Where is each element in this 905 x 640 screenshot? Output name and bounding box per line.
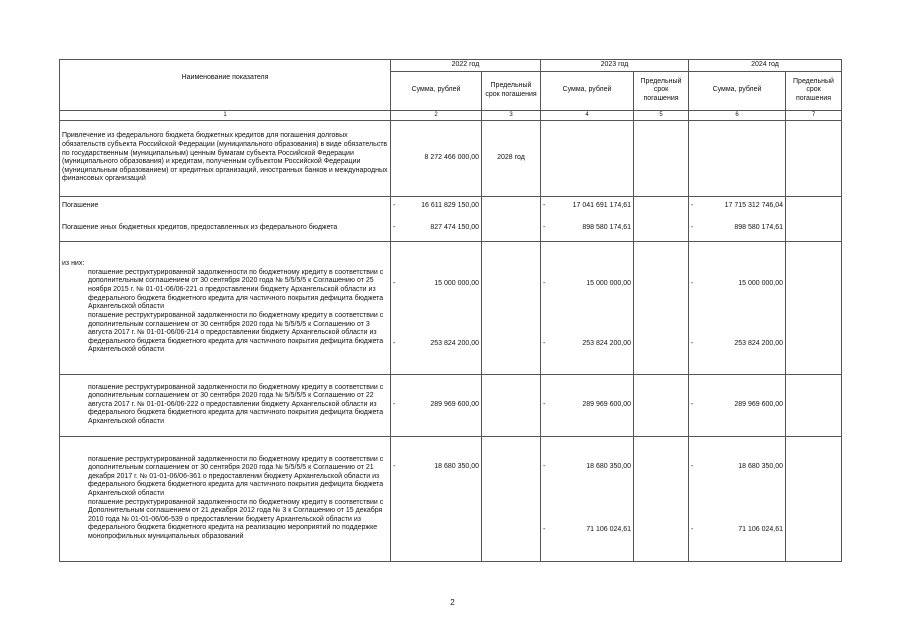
column-number: 4 [541,110,634,120]
dash-mark: - [393,279,396,287]
sum-2022-attraction: 8 272 466 000,00 [391,120,482,196]
term-2024-group-2 [786,436,842,561]
sum-2023-group-2 [541,436,634,561]
table-row-other-credits [60,215,842,241]
amount-value: 898 580 174,61 [582,223,631,231]
item-2-name: погашение реструктурированной задолженности по бюджетному кредиту в соответствии с дополнительным соглашением от 30 сентября 2020 года № 5/5/5/5 к Соглашению от 3 августа 2017 г. № 01-01-06/06-214 о предоставлении бюджету Архангельской области из федерального бюджета бюджетного кредита для частичного покрытия дефицита бюджета Архангельской области [88,311,384,354]
header-sum-2022: Сумма, рублей [391,71,482,110]
dash-mark: - [691,201,694,209]
dash-mark: - [691,339,694,347]
item-4-name: погашение реструктурированной задолженности по бюджетному кредиту в соответствии с дополнительным соглашением от 30 сентября 2020 года № 5/5/5/5 к Соглашению от 21 декабря 2017 г. № 01-01-06/06-361 о предоставлении бюджету Архангельской области из федерального бюджета бюджетного кредита для частичного покрытия дефицита бюджета Архангельской области [88,455,384,497]
column-number: 5 [634,110,689,120]
table-row-group-2 [60,436,842,561]
dash-mark: - [543,223,546,231]
header-row-years [60,60,842,72]
table-row-attraction [60,120,842,196]
amount-cell [691,340,783,349]
term-2023-item-3 [634,374,689,436]
page-number: 2 [450,598,455,607]
item-5-name: погашение реструктурированной задолженности по бюджетному кредиту в соответствии с Дополнительным соглашением от 21 декабря 2012 года № 3 к Соглашению от 15 декабря 2010 года № 01-01-06/06-539 о предоставлении бюджету Архангельской области из федерального бюджета бюджетного кредита на реализацию мероприятий по поддержке монопрофильных муниципальных образований [88,498,384,541]
sum-2022-other [391,215,482,241]
term-2024-other [786,215,842,241]
term-2023-other [634,215,689,241]
amount-value: 289 969 600,00 [734,400,783,408]
sum-2023-item-3 [541,374,634,436]
dash-mark: - [393,339,396,347]
amount-value: 17 041 691 174,61 [572,201,631,209]
term-2023-attraction [634,120,689,196]
amount-value: 18 680 350,00 [586,462,631,470]
budget-credits-table [59,59,842,562]
sum-2024-item-3 [689,374,786,436]
term-2022-group-2 [482,436,541,561]
of-which-label: из них: [62,260,85,268]
header-sum-2023: Сумма, рублей [541,71,634,110]
dash-mark: - [691,400,694,408]
header-year-2023: 2023 год [541,60,689,72]
amount-value: 17 715 312 746,04 [724,201,783,209]
amount-cell [393,463,479,526]
sum-2023-repayment [541,196,634,215]
amount-cell [691,280,783,340]
row-name-group-1 [60,241,391,374]
term-2024-attraction [786,120,842,196]
table-row-item-3 [60,374,842,436]
dash-mark: - [691,279,694,287]
dash-mark: - [543,339,546,347]
term-2022-other [482,215,541,241]
header-year-2022: 2022 год [391,60,541,72]
table-row-group-1 [60,241,842,374]
sum-2023-other [541,215,634,241]
amount-cell [393,340,479,349]
header-year-2024: 2024 год [689,60,842,72]
column-number: 2 [391,110,482,120]
amount-value: 253 824 200,00 [734,339,783,347]
term-2023-group-2 [634,436,689,561]
amount-value: 15 000 000,00 [586,279,631,287]
amount-value: 71 106 024,61 [586,525,631,533]
amount-value: 827 474 150,00 [430,223,479,231]
amount-value: 898 580 174,61 [734,223,783,231]
sum-2024-other [689,215,786,241]
table-row-repayment [60,196,842,215]
item-1-name: погашение реструктурированной задолженности по бюджетному кредиту в соответствии с дополнительным соглашением от 30 сентября 2020 года № 5/5/5/5 к Соглашению от 25 ноября 2015 г. № 01-01-06/06-221 о предоставлении бюджету Архангельской области из федерального бюджета бюджетного кредита для частичного покрытия дефицита бюджета Архангельской области [88,268,384,311]
term-2022-group-1 [482,241,541,374]
amount-cell [691,526,783,535]
term-2022-item-3 [482,374,541,436]
amount-value: 15 000 000,00 [738,279,783,287]
dash-mark: - [393,223,396,231]
dash-mark: - [393,201,396,209]
dash-mark: - [691,462,694,470]
dash-mark: - [543,279,546,287]
amount-value: 71 106 024,61 [738,525,783,533]
sum-2024-repayment [689,196,786,215]
sum-2022-group-2 [391,436,482,561]
row-name-attraction: Привлечение из федерального бюджета бюджетных кредитов для погашения долговых обязательств субъекта Российской Федерации (муниципального образования) в виде обязательств по государственным (муниципальным) ценным бумагам субъекта Российской Федерации (муниципального образования) и кредитам, полученным субъектом Российской Федерации (муниципальным образованием) от кредитных организаций, иностранных банков и международных финансовых организаций [60,120,391,196]
amount-cell [691,463,783,526]
sum-2023-attraction [541,120,634,196]
row-name-repayment: Погашение [60,196,391,215]
amount-value: 18 680 350,00 [434,462,479,470]
row-name-item-3 [60,374,391,436]
column-number: 7 [786,110,842,120]
sum-2022-item-3 [391,374,482,436]
row-name-group-2 [60,436,391,561]
term-2022-repayment [482,196,541,215]
amount-cell [393,280,479,340]
header-term-2023: Предельный срок погашения [634,71,689,110]
item-3-name: погашение реструктурированной задолженности по бюджетному кредиту в соответствии с дополнительным соглашением от 30 сентября 2020 года № 5/5/5/5 к Соглашению от 22 августа 2017 г. № 01-01-06/06-222 о предоставлении бюджету Архангельской области из федерального бюджета бюджетного кредита для частичного покрытия дефицита бюджета Архангельской области [88,383,384,426]
dash-mark: - [543,462,546,470]
dash-mark: - [543,525,546,533]
amount-value: 289 969 600,00 [430,400,479,408]
amount-cell [543,340,631,349]
term-2024-repayment [786,196,842,215]
term-2022-attraction: 2028 год [482,120,541,196]
dash-mark: - [543,400,546,408]
header-term-2022: Предельный срок погашения [482,71,541,110]
dash-mark: - [543,201,546,209]
sum-2024-group-1 [689,241,786,374]
header-sum-2024: Сумма, рублей [689,71,786,110]
sum-2023-group-1 [541,241,634,374]
column-number: 1 [60,110,391,120]
row-name-other-credits: Погашение иных бюджетных кредитов, предоставленных из федерального бюджета [60,215,391,241]
amount-value: 253 824 200,00 [430,339,479,347]
amount-cell [543,463,631,526]
dash-mark: - [393,462,396,470]
term-2023-repayment [634,196,689,215]
column-number: 3 [482,110,541,120]
column-number-row [60,110,842,120]
sum-2024-group-2 [689,436,786,561]
dash-mark: - [691,525,694,533]
header-name-column: Наименование показателя [60,60,391,111]
dash-mark: - [393,400,396,408]
term-2023-group-1 [634,241,689,374]
sum-2022-repayment [391,196,482,215]
amount-value: 253 824 200,00 [582,339,631,347]
header-term-2024: Предельный срок погашения [786,71,842,110]
amount-cell [543,280,631,340]
sum-2022-group-1 [391,241,482,374]
dash-mark: - [691,223,694,231]
column-number: 6 [689,110,786,120]
amount-value: 18 680 350,00 [738,462,783,470]
amount-value: 16 611 829 150,00 [421,201,479,209]
amount-cell [543,526,631,535]
amount-value: 289 969 600,00 [582,400,631,408]
sum-2024-attraction [689,120,786,196]
term-2024-group-1 [786,241,842,374]
term-2024-item-3 [786,374,842,436]
amount-value: 15 000 000,00 [434,279,479,287]
